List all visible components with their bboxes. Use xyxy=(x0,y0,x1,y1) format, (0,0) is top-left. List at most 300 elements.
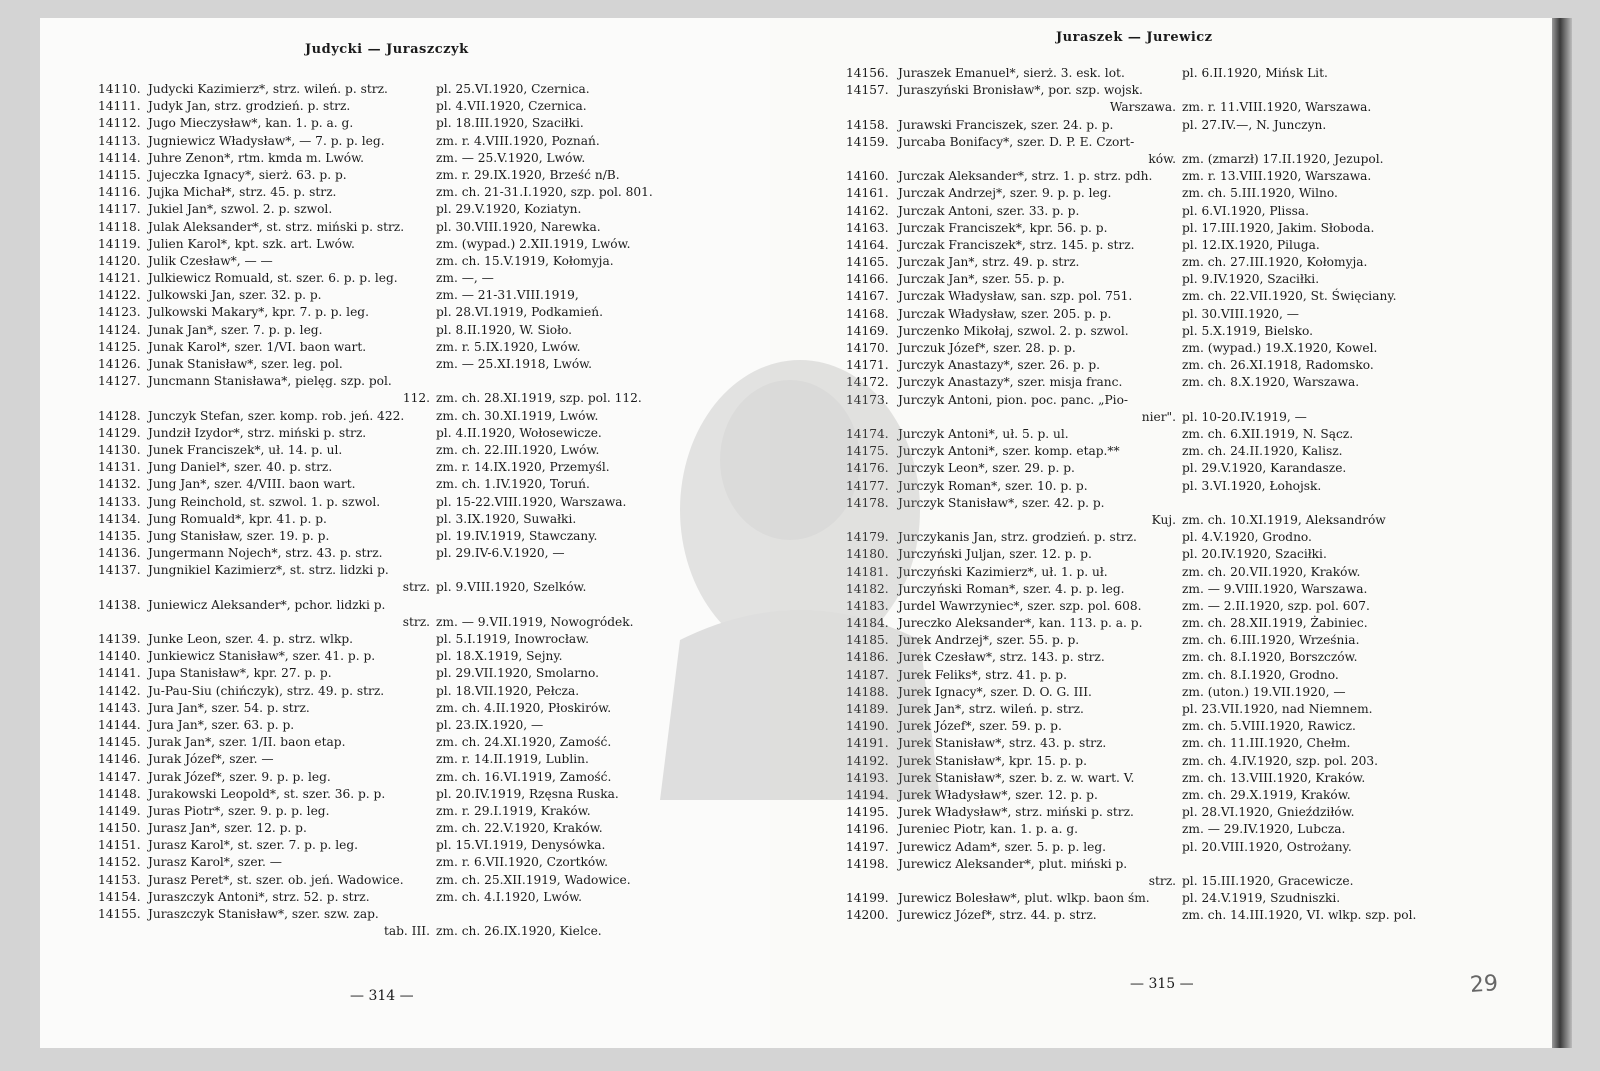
entry-row xyxy=(98,666,758,683)
entry-number: 14142. xyxy=(98,683,141,698)
entry-detail: pl. 28.VI.1919, Podkamień. xyxy=(436,305,603,320)
entry-list-right xyxy=(846,66,1546,925)
entry-row xyxy=(846,685,1546,702)
entry-detail: pl. 6.VI.1920, Plissa. xyxy=(1182,203,1309,218)
entry-row xyxy=(846,375,1546,392)
entry-number: 14173. xyxy=(846,392,889,407)
entry-description: Jupa Stanisław*, kpr. 27. p. p. xyxy=(148,666,332,681)
entry-row xyxy=(98,202,758,219)
entry-row xyxy=(98,735,758,752)
entry-detail: pl. 6.II.1920, Mińsk Lit. xyxy=(1182,66,1328,80)
entry-detail: zm. ch. 8.I.1920, Borszczów. xyxy=(1182,650,1358,665)
entry-row xyxy=(846,238,1546,255)
entry-detail: zm. r. 6.VII.1920, Czortków. xyxy=(436,855,609,870)
entry-number: 14121. xyxy=(98,271,141,286)
entry-number: 14183. xyxy=(846,598,889,613)
entry-detail: zm. (wypad.) 2.XII.1919, Lwów. xyxy=(436,236,631,251)
page-number-left: — 314 — xyxy=(350,988,414,1004)
entry-description: Juras Piotr*, szer. 9. p. p. leg. xyxy=(148,803,330,818)
entry-detail: zm. ch. 15.V.1919, Kołomyja. xyxy=(436,253,614,268)
entry-detail: pl. 27.IV.—, N. Junczyn. xyxy=(1182,117,1327,132)
entry-description: Jurczyk Leon*, szer. 29. p. p. xyxy=(898,461,1075,476)
entry-description: Jurczyński Juljan, szer. 12. p. p. xyxy=(898,547,1092,562)
entry-number: 14193. xyxy=(846,770,889,785)
entry-detail: pl. 29.V.1920, Karandasze. xyxy=(1182,461,1347,476)
entry-number: 14155. xyxy=(98,907,141,922)
entry-description: Juraszek Emanuel*, sierż. 3. esk. lot. xyxy=(898,66,1125,80)
entry-detail: zm. ch. 28.XII.1919, Żabiniec. xyxy=(1182,616,1368,631)
entry-detail: zm. ch. 22.III.1920, Lwów. xyxy=(436,442,600,457)
entry-list-left xyxy=(98,82,758,941)
entry-description: Junke Leon, szer. 4. p. strz. wlkp. xyxy=(148,632,354,647)
entry-description: Jurczak Władysław, szer. 205. p. p. xyxy=(898,306,1112,321)
entry-row xyxy=(98,890,758,907)
entry-number: 14122. xyxy=(98,288,141,303)
entry-detail: zm. r. 5.IX.1920, Lwów. xyxy=(436,339,581,354)
entry-detail: pl. 3.VI.1920, Łohojsk. xyxy=(1182,478,1322,493)
entry-detail: zm. ch. 6.XII.1919, N. Sącz. xyxy=(1182,426,1354,441)
entry-detail: zm. — 2.II.1920, szp. pol. 607. xyxy=(1182,598,1370,613)
entry-detail: zm. ch. 30.XI.1919, Lwów. xyxy=(436,408,599,423)
entry-description: Jurek Stanisław*, szer. b. z. w. wart. V. xyxy=(898,770,1135,785)
entry-number: 14110. xyxy=(98,82,141,96)
entry-row xyxy=(98,288,758,305)
entry-number: 14116. xyxy=(98,185,141,200)
entry-detail: zm. ch. 6.III.1920, Września. xyxy=(1182,633,1360,648)
entry-row xyxy=(98,770,758,787)
entry-row xyxy=(98,701,758,718)
entry-description: Jurczyk Stanisław*, szer. 42. p. p. xyxy=(898,495,1105,510)
entry-description: Jugniewicz Władysław*, — 7. p. p. leg. xyxy=(148,133,385,148)
entry-detail: zm. — 29.IV.1920, Lubcza. xyxy=(1182,822,1346,837)
entry-row xyxy=(98,460,758,477)
page-number-right: — 315 — xyxy=(1130,976,1194,992)
entry-number: 14153. xyxy=(98,872,141,887)
entry-detail: pl. 30.VIII.1920, Narewka. xyxy=(436,219,601,234)
entry-row xyxy=(846,582,1546,599)
entry-number: 14152. xyxy=(98,855,141,870)
entry-description: Jung Jan*, szer. 4/VIII. baon wart. xyxy=(148,477,356,492)
entry-detail: pl. 9.VIII.1920, Szelków. xyxy=(436,580,587,595)
entry-row xyxy=(98,254,758,271)
entry-row xyxy=(846,186,1546,203)
entry-row xyxy=(98,649,758,666)
entry-description: Julak Aleksander*, st. strz. miński p. strz. xyxy=(148,219,405,234)
entry-number: 14159. xyxy=(846,134,889,149)
entry-number: 14188. xyxy=(846,684,889,699)
entry-detail: zm. ch. 16.VI.1919, Zamość. xyxy=(436,769,612,784)
entry-row xyxy=(98,787,758,804)
entry-description: Jurek Stanisław*, strz. 43. p. strz. xyxy=(898,736,1107,751)
entry-detail: pl. 18.III.1920, Szaciłki. xyxy=(436,116,584,131)
entry-row xyxy=(846,565,1546,582)
entry-number: 14184. xyxy=(846,616,889,631)
entry-number: 14165. xyxy=(846,255,889,270)
entry-detail: pl. 5.I.1919, Inowrocław. xyxy=(436,632,590,647)
entry-detail: pl. 23.IX.1920, — xyxy=(436,717,544,732)
entry-description: Jurek Czesław*, strz. 143. p. strz. xyxy=(898,650,1105,665)
entry-row xyxy=(98,529,758,546)
entry-number: 14168. xyxy=(846,306,889,321)
entry-detail: zm. ch. 4.IV.1920, szp. pol. 203. xyxy=(1182,753,1379,768)
entry-description: Jurczak Aleksander*, strz. 1. p. strz. pdh. xyxy=(898,169,1153,184)
entry-detail: pl. 12.IX.1920, Piluga. xyxy=(1182,237,1320,252)
entry-number: 14141. xyxy=(98,666,141,681)
entry-row xyxy=(98,323,758,340)
entry-description: Jungnikiel Kazimierz*, st. strz. lidzki p. xyxy=(148,563,389,578)
entry-detail: zm. r. 13.VIII.1920, Warszawa. xyxy=(1182,169,1372,184)
entry-number: 14140. xyxy=(98,649,141,664)
entry-detail: zm. ch. 27.III.1920, Kołomyja. xyxy=(1182,255,1368,270)
entry-detail: pl. 19.IV.1919, Stawczany. xyxy=(436,528,598,543)
entry-description: Juraszczyk Antoni*, strz. 52. p. strz. xyxy=(148,889,370,904)
entry-row xyxy=(846,169,1546,186)
entry-description: Juhre Zenon*, rtm. kmda m. Lwów. xyxy=(148,150,364,165)
entry-detail: pl. 9.IV.1920, Szaciłki. xyxy=(1182,272,1320,287)
entry-number: 14115. xyxy=(98,167,141,182)
entry-row xyxy=(846,272,1546,289)
entry-description: Julkowski Makary*, kpr. 7. p. p. leg. xyxy=(148,305,369,320)
entry-row xyxy=(846,496,1546,530)
entry-number: 14163. xyxy=(846,220,889,235)
entry-detail: zm. r. 4.VIII.1920, Poznań. xyxy=(436,133,600,148)
entry-number: 14112. xyxy=(98,116,141,131)
entry-detail: zm. ch. 14.III.1920, VI. wlkp. szp. pol. xyxy=(1182,908,1417,923)
entry-description: Jujka Michał*, strz. 45. p. strz. xyxy=(148,185,337,200)
entry-description: Jurczyk Antoni*, szer. komp. etap.** xyxy=(898,444,1120,459)
entry-description: Jureniec Piotr, kan. 1. p. a. g. xyxy=(898,822,1078,837)
entry-row xyxy=(98,340,758,357)
entry-detail: zm. ch. 26.IX.1920, Kielce. xyxy=(436,924,602,939)
entry-number: 14150. xyxy=(98,821,141,836)
entry-number: 14148. xyxy=(98,786,141,801)
entry-number: 14151. xyxy=(98,838,141,853)
entry-description: Jujeczka Ignacy*, sierż. 63. p. p. xyxy=(148,167,347,182)
entry-description: Jurasz Karol*, szer. — xyxy=(148,855,282,870)
entry-description: Jung Stanisław, szer. 19. p. p. xyxy=(148,528,330,543)
entry-row xyxy=(98,357,758,374)
entry-detail: pl. 25.VI.1920, Czernica. xyxy=(436,82,590,96)
entry-detail: pl. 24.V.1919, Szudniszki. xyxy=(1182,891,1341,906)
entry-number: 14130. xyxy=(98,442,141,457)
entry-description: Jung Romuald*, kpr. 41. p. p. xyxy=(148,511,327,526)
entry-row xyxy=(846,444,1546,461)
entry-description: Jurczak Andrzej*, szer. 9. p. p. leg. xyxy=(898,186,1112,201)
entry-row xyxy=(846,891,1546,908)
entry-continuation: strz. xyxy=(1148,873,1176,888)
entry-description: Jurczenko Mikołaj, szwol. 2. p. szwol. xyxy=(898,323,1129,338)
entry-row xyxy=(846,530,1546,547)
entry-row xyxy=(98,512,758,529)
entry-row xyxy=(846,83,1546,117)
entry-row xyxy=(98,477,758,494)
entry-row xyxy=(846,616,1546,633)
entry-number: 14120. xyxy=(98,253,141,268)
entry-row xyxy=(98,752,758,769)
entry-detail: pl. 23.VII.1920, nad Niemnem. xyxy=(1182,702,1373,716)
entry-detail: zm. r. 29.IX.1920, Brześć n/B. xyxy=(436,167,620,182)
entry-description: Jurczak Jan*, szer. 55. p. p. xyxy=(898,272,1065,287)
entry-number: 14128. xyxy=(98,408,141,423)
entry-description: Junek Franciszek*, uł. 14. p. ul. xyxy=(148,442,343,457)
entry-row xyxy=(846,307,1546,324)
page-header-left: Judycki — Juraszczyk xyxy=(305,42,469,57)
entry-number: 14181. xyxy=(846,564,889,579)
entry-row xyxy=(846,255,1546,272)
entry-row xyxy=(98,804,758,821)
entry-detail: zm. ch. 4.I.1920, Lwów. xyxy=(436,889,582,904)
entry-number: 14171. xyxy=(846,358,889,373)
entry-detail: zm. —, — xyxy=(436,271,494,286)
entry-number: 14114. xyxy=(98,150,141,165)
entry-detail: zm. ch. 8.X.1920, Warszawa. xyxy=(1182,375,1360,390)
entry-row xyxy=(846,702,1546,719)
entry-row xyxy=(98,374,758,408)
entry-row xyxy=(98,632,758,649)
entry-row xyxy=(846,599,1546,616)
entry-description: Jurczykanis Jan, strz. grodzień. p. strz. xyxy=(898,530,1137,545)
entry-description: Jurczyk Antoni, pion. poc. panc. „Pio- xyxy=(898,392,1129,407)
entry-description: Junczyk Stefan, szer. komp. rob. jeń. 422. xyxy=(148,408,405,423)
entry-row xyxy=(846,289,1546,306)
entry-detail: zm. ch. 1.IV.1920, Toruń. xyxy=(436,477,590,492)
entry-row xyxy=(846,358,1546,375)
entry-row xyxy=(846,324,1546,341)
entry-continuation: ków. xyxy=(1148,151,1176,166)
entry-number: 14113. xyxy=(98,133,141,148)
entry-description: Jurek Stanisław*, kpr. 15. p. p. xyxy=(898,753,1087,768)
entry-description: Jurewicz Bolesław*, plut. wlkp. baon śm. xyxy=(898,891,1150,906)
entry-number: 14162. xyxy=(846,203,889,218)
entry-description: Jurasz Karol*, st. szer. 7. p. p. leg. xyxy=(148,838,359,853)
entry-detail: pl. 29.VII.1920, Smolarno. xyxy=(436,666,599,681)
entry-continuation: Kuj. xyxy=(1151,512,1176,527)
entry-detail: pl. 4.II.1920, Wołosewicze. xyxy=(436,425,602,440)
entry-description: Jurek Jan*, strz. wileń. p. strz. xyxy=(898,702,1084,716)
entry-row xyxy=(98,237,758,254)
entry-number: 14123. xyxy=(98,305,141,320)
entry-number: 14157. xyxy=(846,83,889,98)
entry-description: Jurczak Franciszek*, strz. 145. p. strz. xyxy=(898,237,1135,252)
entry-detail: zm. ch. 4.II.1920, Płoskirów. xyxy=(436,700,612,715)
entry-detail: pl. 20.IV.1919, Rzęsna Ruska. xyxy=(436,786,619,801)
entry-row xyxy=(98,563,758,597)
entry-description: Junkiewicz Stanisław*, szer. 41. p. p. xyxy=(148,649,376,664)
entry-row xyxy=(846,118,1546,135)
entry-description: Jurczak Władysław, san. szp. pol. 751. xyxy=(898,289,1133,304)
entry-row xyxy=(98,873,758,890)
entry-description: Jurak Józef*, szer. 9. p. p. leg. xyxy=(148,769,331,784)
entry-number: 14126. xyxy=(98,357,141,371)
entry-row xyxy=(846,461,1546,478)
entry-row xyxy=(846,547,1546,564)
entry-detail: pl. 5.X.1919, Bielsko. xyxy=(1182,323,1313,338)
entry-description: Juncmann Stanisława*, pielęg. szp. pol. xyxy=(148,374,392,389)
entry-detail: zm. r. 11.VIII.1920, Warszawa. xyxy=(1182,100,1372,115)
entry-detail: pl. 28.VI.1920, Gnieździłów. xyxy=(1182,805,1355,820)
entry-number: 14132. xyxy=(98,477,141,492)
entry-description: Jura Jan*, szer. 63. p. p. xyxy=(148,717,295,732)
entry-row xyxy=(98,151,758,168)
entry-detail: zm. ch. 28.XI.1919, szp. pol. 112. xyxy=(436,391,642,406)
entry-number: 14194. xyxy=(846,787,889,802)
entry-number: 14185. xyxy=(846,633,889,648)
entry-row xyxy=(98,168,758,185)
entry-number: 14149. xyxy=(98,803,141,818)
entry-number: 14172. xyxy=(846,375,889,390)
entry-description: Jurczyński Roman*, szer. 4. p. p. leg. xyxy=(898,581,1125,596)
entry-number: 14195. xyxy=(846,805,889,820)
entry-description: Ju-Pau-Siu (chińczyk), strz. 49. p. strz. xyxy=(148,683,385,698)
entry-description: Juraszyński Bronisław*, por. szp. wojsk. xyxy=(898,83,1143,98)
entry-number: 14143. xyxy=(98,700,141,715)
entry-description: Judycki Kazimierz*, strz. wileń. p. strz. xyxy=(148,82,388,96)
entry-number: 14180. xyxy=(846,547,889,562)
entry-description: Jurakowski Leopold*, st. szer. 36. p. p. xyxy=(148,786,386,801)
entry-description: Juniewicz Aleksander*, pchor. lidzki p. xyxy=(148,597,386,612)
entry-number: 14135. xyxy=(98,528,141,543)
entry-row xyxy=(98,305,758,322)
entry-description: Junak Karol*, szer. 1/VI. baon wart. xyxy=(148,339,367,354)
entry-detail: zm. ch. 11.III.1920, Chełm. xyxy=(1182,736,1351,751)
entry-detail: pl. 15.III.1920, Gracewicze. xyxy=(1182,873,1354,888)
entry-number: 14136. xyxy=(98,546,141,561)
entry-row xyxy=(98,409,758,426)
entry-number: 14196. xyxy=(846,822,889,837)
entry-description: Jurasz Jan*, szer. 12. p. p. xyxy=(148,821,307,836)
entry-row xyxy=(846,719,1546,736)
entry-row xyxy=(98,684,758,701)
entry-description: Jugo Mieczysław*, kan. 1. p. a. g. xyxy=(148,116,354,131)
entry-number: 14179. xyxy=(846,530,889,545)
entry-detail: zm. ch. 24.XI.1920, Zamość. xyxy=(436,735,612,750)
entry-description: Jurczyński Kazimierz*, uł. 1. p. uł. xyxy=(898,564,1108,579)
entry-number: 14134. xyxy=(98,511,141,526)
entry-number: 14147. xyxy=(98,769,141,784)
entry-number: 14166. xyxy=(846,272,889,287)
entry-detail: pl. 30.VIII.1920, — xyxy=(1182,306,1299,321)
entry-detail: pl. 4.VII.1920, Czernica. xyxy=(436,99,587,114)
entry-description: Jurek Feliks*, strz. 41. p. p. xyxy=(898,667,1067,682)
entry-description: Jureczko Aleksander*, kan. 113. p. a. p. xyxy=(898,616,1143,631)
entry-row xyxy=(846,754,1546,771)
entry-number: 14133. xyxy=(98,494,141,509)
entry-row xyxy=(846,668,1546,685)
entry-description: Jung Reinchold, st. szwol. 1. p. szwol. xyxy=(148,494,381,509)
handwritten-note: 29 xyxy=(1469,971,1499,998)
entry-detail: zm. ch. 22.VII.1920, St. Święciany. xyxy=(1182,289,1397,304)
entry-description: Juraszczyk Stanisław*, szer. szw. zap. xyxy=(148,907,379,922)
entry-row xyxy=(98,99,758,116)
entry-detail: zm. ch. 22.V.1920, Kraków. xyxy=(436,821,603,836)
entry-row xyxy=(846,135,1546,169)
entry-detail: zm. r. 14.IX.1920, Przemyśl. xyxy=(436,460,610,475)
entry-continuation: tab. III. xyxy=(383,924,430,939)
entry-detail: zm. ch. 13.VIII.1920, Kraków. xyxy=(1182,770,1366,785)
entry-number: 14145. xyxy=(98,735,141,750)
entry-number: 14139. xyxy=(98,632,141,647)
entry-row xyxy=(846,736,1546,753)
entry-description: Jurczak Franciszek*, kpr. 56. p. p. xyxy=(898,220,1108,235)
entry-number: 14160. xyxy=(846,169,889,184)
entry-detail: zm. ch. 29.X.1919, Kraków. xyxy=(1182,787,1351,802)
entry-number: 14138. xyxy=(98,597,141,612)
entry-description: Julkowski Jan, szer. 32. p. p. xyxy=(148,288,322,303)
entry-row xyxy=(846,840,1546,857)
entry-number: 14190. xyxy=(846,719,889,734)
entry-description: Jurek Władysław*, strz. miński p. strz. xyxy=(898,805,1134,820)
entry-detail: zm. r. 29.I.1919, Kraków. xyxy=(436,803,591,818)
entry-number: 14189. xyxy=(846,702,889,716)
entry-description: Jurdel Wawrzyniec*, szer. szp. pol. 608. xyxy=(898,598,1142,613)
entry-description: Jung Daniel*, szer. 40. p. strz. xyxy=(148,460,333,475)
entry-row xyxy=(98,546,758,563)
entry-row xyxy=(846,341,1546,358)
entry-row xyxy=(98,134,758,151)
entry-row xyxy=(846,805,1546,822)
entry-number: 14167. xyxy=(846,289,889,304)
entry-number: 14144. xyxy=(98,717,141,732)
entry-number: 14131. xyxy=(98,460,141,475)
entry-row xyxy=(846,633,1546,650)
entry-number: 14129. xyxy=(98,425,141,440)
entry-description: Jurczyk Antoni*, uł. 5. p. ul. xyxy=(898,426,1069,441)
entry-detail: pl. 4.V.1920, Grodno. xyxy=(1182,530,1312,545)
entry-number: 14170. xyxy=(846,341,889,356)
entry-description: Jurek Ignacy*, szer. D. O. G. III. xyxy=(898,684,1092,699)
entry-description: Jurczyk Anastazy*, szer. 26. p. p. xyxy=(898,358,1101,373)
entry-row xyxy=(846,479,1546,496)
entry-number: 14156. xyxy=(846,66,889,80)
entry-description: Junak Stanisław*, szer. leg. pol. xyxy=(148,357,343,371)
entry-row xyxy=(846,221,1546,238)
entry-number: 14137. xyxy=(98,563,141,578)
entry-number: 14117. xyxy=(98,202,141,217)
entry-description: Jurek Józef*, szer. 59. p. p. xyxy=(898,719,1062,734)
entry-row xyxy=(98,82,758,99)
entry-row xyxy=(846,650,1546,667)
entry-number: 14198. xyxy=(846,856,889,871)
entry-row xyxy=(846,822,1546,839)
entry-description: Jundził Izydor*, strz. miński p. strz. xyxy=(148,425,367,440)
entry-number: 14125. xyxy=(98,339,141,354)
entry-description: Jurewicz Aleksander*, plut. miński p. xyxy=(898,856,1128,871)
entry-row xyxy=(846,857,1546,891)
entry-description: Jurczuk Józef*, szer. 28. p. p. xyxy=(898,341,1076,356)
entry-continuation: Warszawa. xyxy=(1109,100,1176,115)
entry-row xyxy=(846,788,1546,805)
entry-detail: pl. 18.X.1919, Sejny. xyxy=(436,649,563,664)
entry-description: Jurewicz Adam*, szer. 5. p. p. leg. xyxy=(898,839,1107,854)
entry-number: 14174. xyxy=(846,426,889,441)
entry-detail: pl. 15.VI.1919, Denysówka. xyxy=(436,838,606,853)
entry-detail: zm. ch. 8.I.1920, Grodno. xyxy=(1182,667,1339,682)
entry-detail: pl. 3.IX.1920, Suwałki. xyxy=(436,511,577,526)
entry-description: Jurczyk Roman*, szer. 10. p. p. xyxy=(898,478,1088,493)
entry-continuation: nier". xyxy=(1141,409,1176,424)
entry-row xyxy=(846,393,1546,427)
entry-description: Jurczak Antoni, szer. 33. p. p. xyxy=(898,203,1080,218)
entry-description: Jurak Józef*, szer. — xyxy=(148,752,274,767)
entry-detail: pl. 15-22.VIII.1920, Warszawa. xyxy=(436,494,627,509)
entry-row xyxy=(98,426,758,443)
entry-number: 14111. xyxy=(98,99,141,114)
entry-detail: zm. ch. 24.II.1920, Kalisz. xyxy=(1182,444,1343,459)
entry-number: 14164. xyxy=(846,237,889,252)
entry-detail: zm. — 25.V.1920, Lwów. xyxy=(436,150,586,165)
entry-number: 14192. xyxy=(846,753,889,768)
entry-detail: pl. 10-20.IV.1919, — xyxy=(1182,409,1307,424)
